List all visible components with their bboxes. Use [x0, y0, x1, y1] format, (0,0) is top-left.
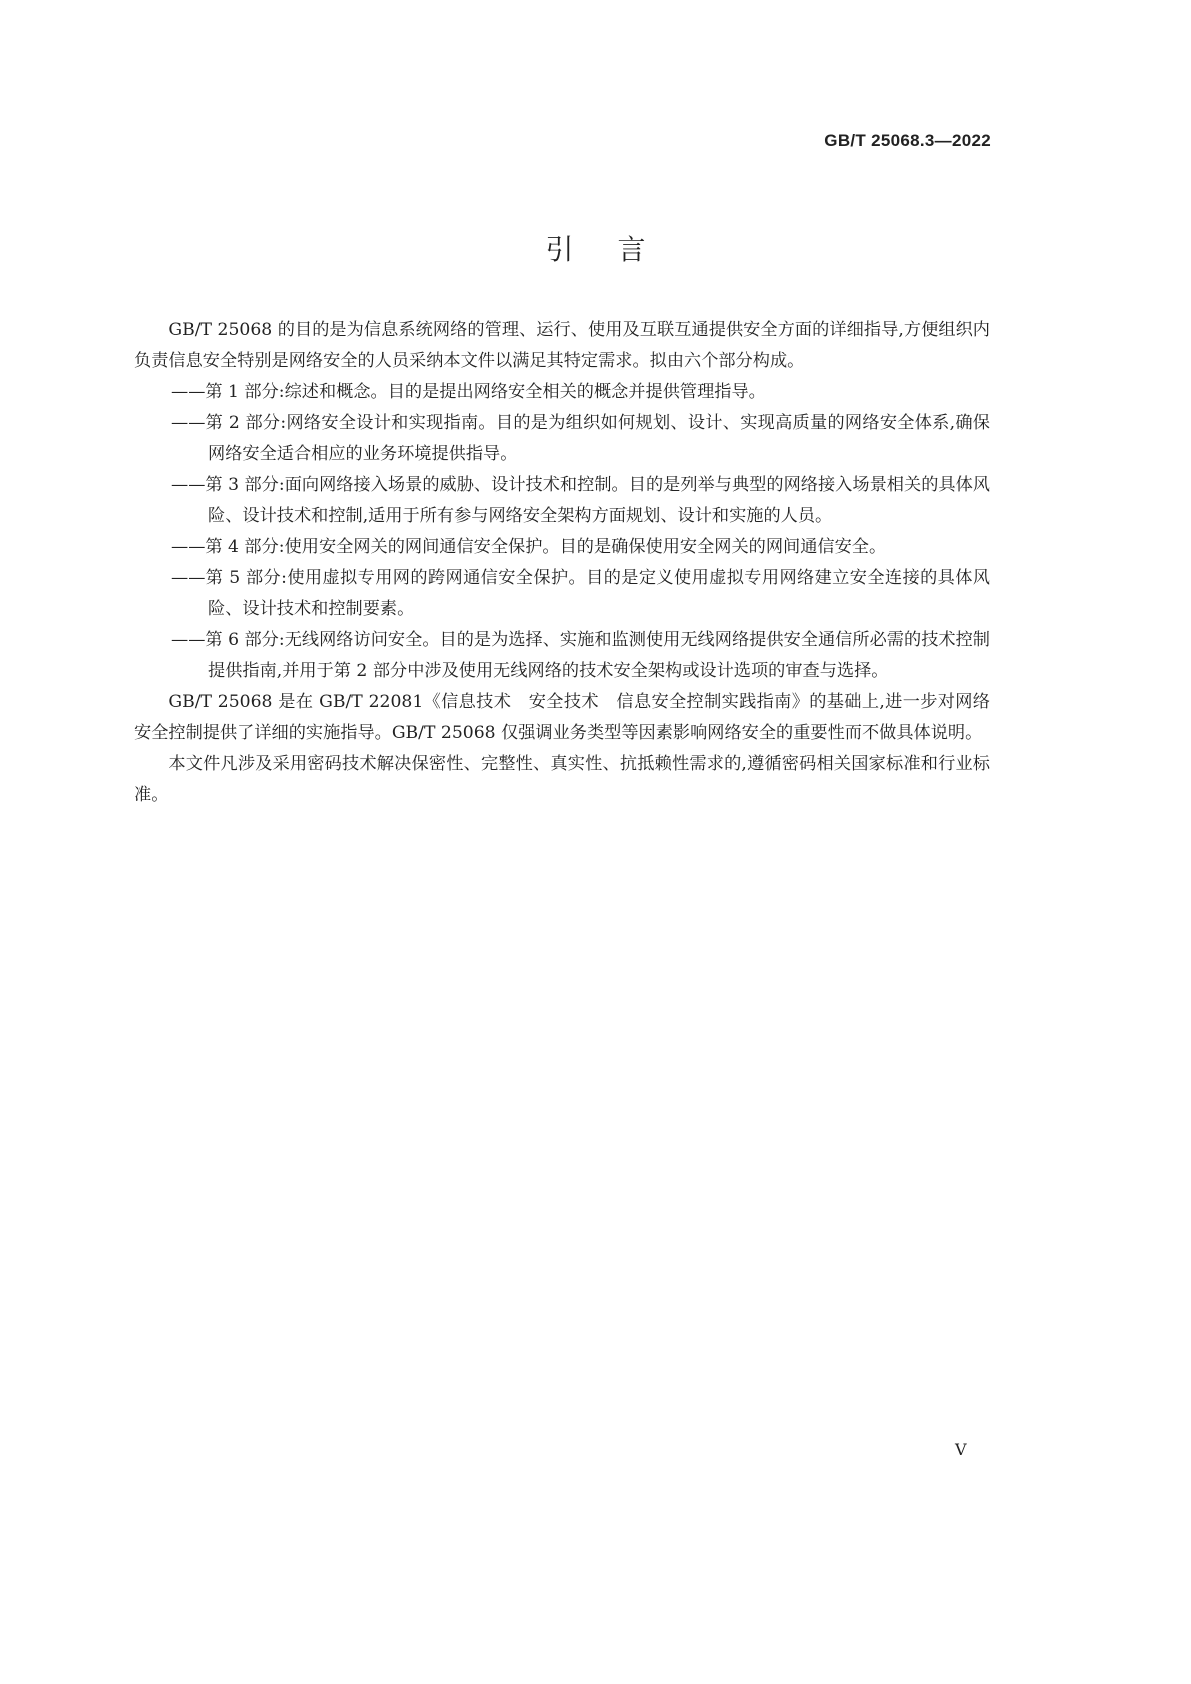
page-number: V [955, 1440, 967, 1459]
list-item: ——第 4 部分:使用安全网关的网间通信安全保护。目的是确保使用安全网关的网间通信安全。 [171, 537, 887, 557]
intro-paragraph: GB/T 25068 的目的是为信息系统网络的管理、运行、使用及互联互通提供安全方面的详细指导,方便组织内负责信息安全特别是网络安全的人员采纳本文件以满足其特定需求。拟由六个部分构成。 [134, 320, 990, 371]
list-item: ——第 3 部分:面向网络接入场景的威胁、设计技术和控制。目的是列举与典型的网络接入场景相关的具体风险、设计技术和控制,适用于所有参与网络安全架构方面规划、设计和实施的人员。 [171, 475, 990, 526]
list-item: ——第 2 部分:网络安全设计和实现指南。目的是为组织如何规划、设计、实现高质量的网络安全体系,确保网络安全适合相应的业务环境提供指导。 [171, 413, 990, 464]
list-item: ——第 5 部分:使用虚拟专用网的跨网通信安全保护。目的是定义使用虚拟专用网络建立安全连接的具体风险、设计技术和控制要素。 [171, 568, 990, 619]
list-item: ——第 1 部分:综述和概念。目的是提出网络安全相关的概念并提供管理指导。 [171, 382, 766, 402]
basis-paragraph: GB/T 25068 是在 GB/T 22081《信息技术 安全技术 信息安全控制实践指南》的基础上,进一步对网络安全控制提供了详细的实施指导。GB/T 25068 仅强调业务类型等因素影响网络安全的重要性而不做具体说明。 [134, 692, 990, 743]
page-title [0, 228, 1191, 268]
body-text [134, 315, 990, 811]
standard-number-header: GB/T 25068.3—2022 [824, 131, 991, 150]
list-item: ——第 6 部分:无线网络访问安全。目的是为选择、实施和监测使用无线网络提供安全通信所必需的技术控制提供指南,并用于第 2 部分中涉及使用无线网络的技术安全架构或设计选项的审查与选择。 [171, 630, 990, 681]
crypto-paragraph: 本文件凡涉及采用密码技术解决保密性、完整性、真实性、抗抵赖性需求的,遵循密码相关国家标准和行业标准。 [134, 754, 990, 805]
title-char-2: 言 [617, 233, 646, 266]
title-char-1: 引 [545, 233, 574, 266]
